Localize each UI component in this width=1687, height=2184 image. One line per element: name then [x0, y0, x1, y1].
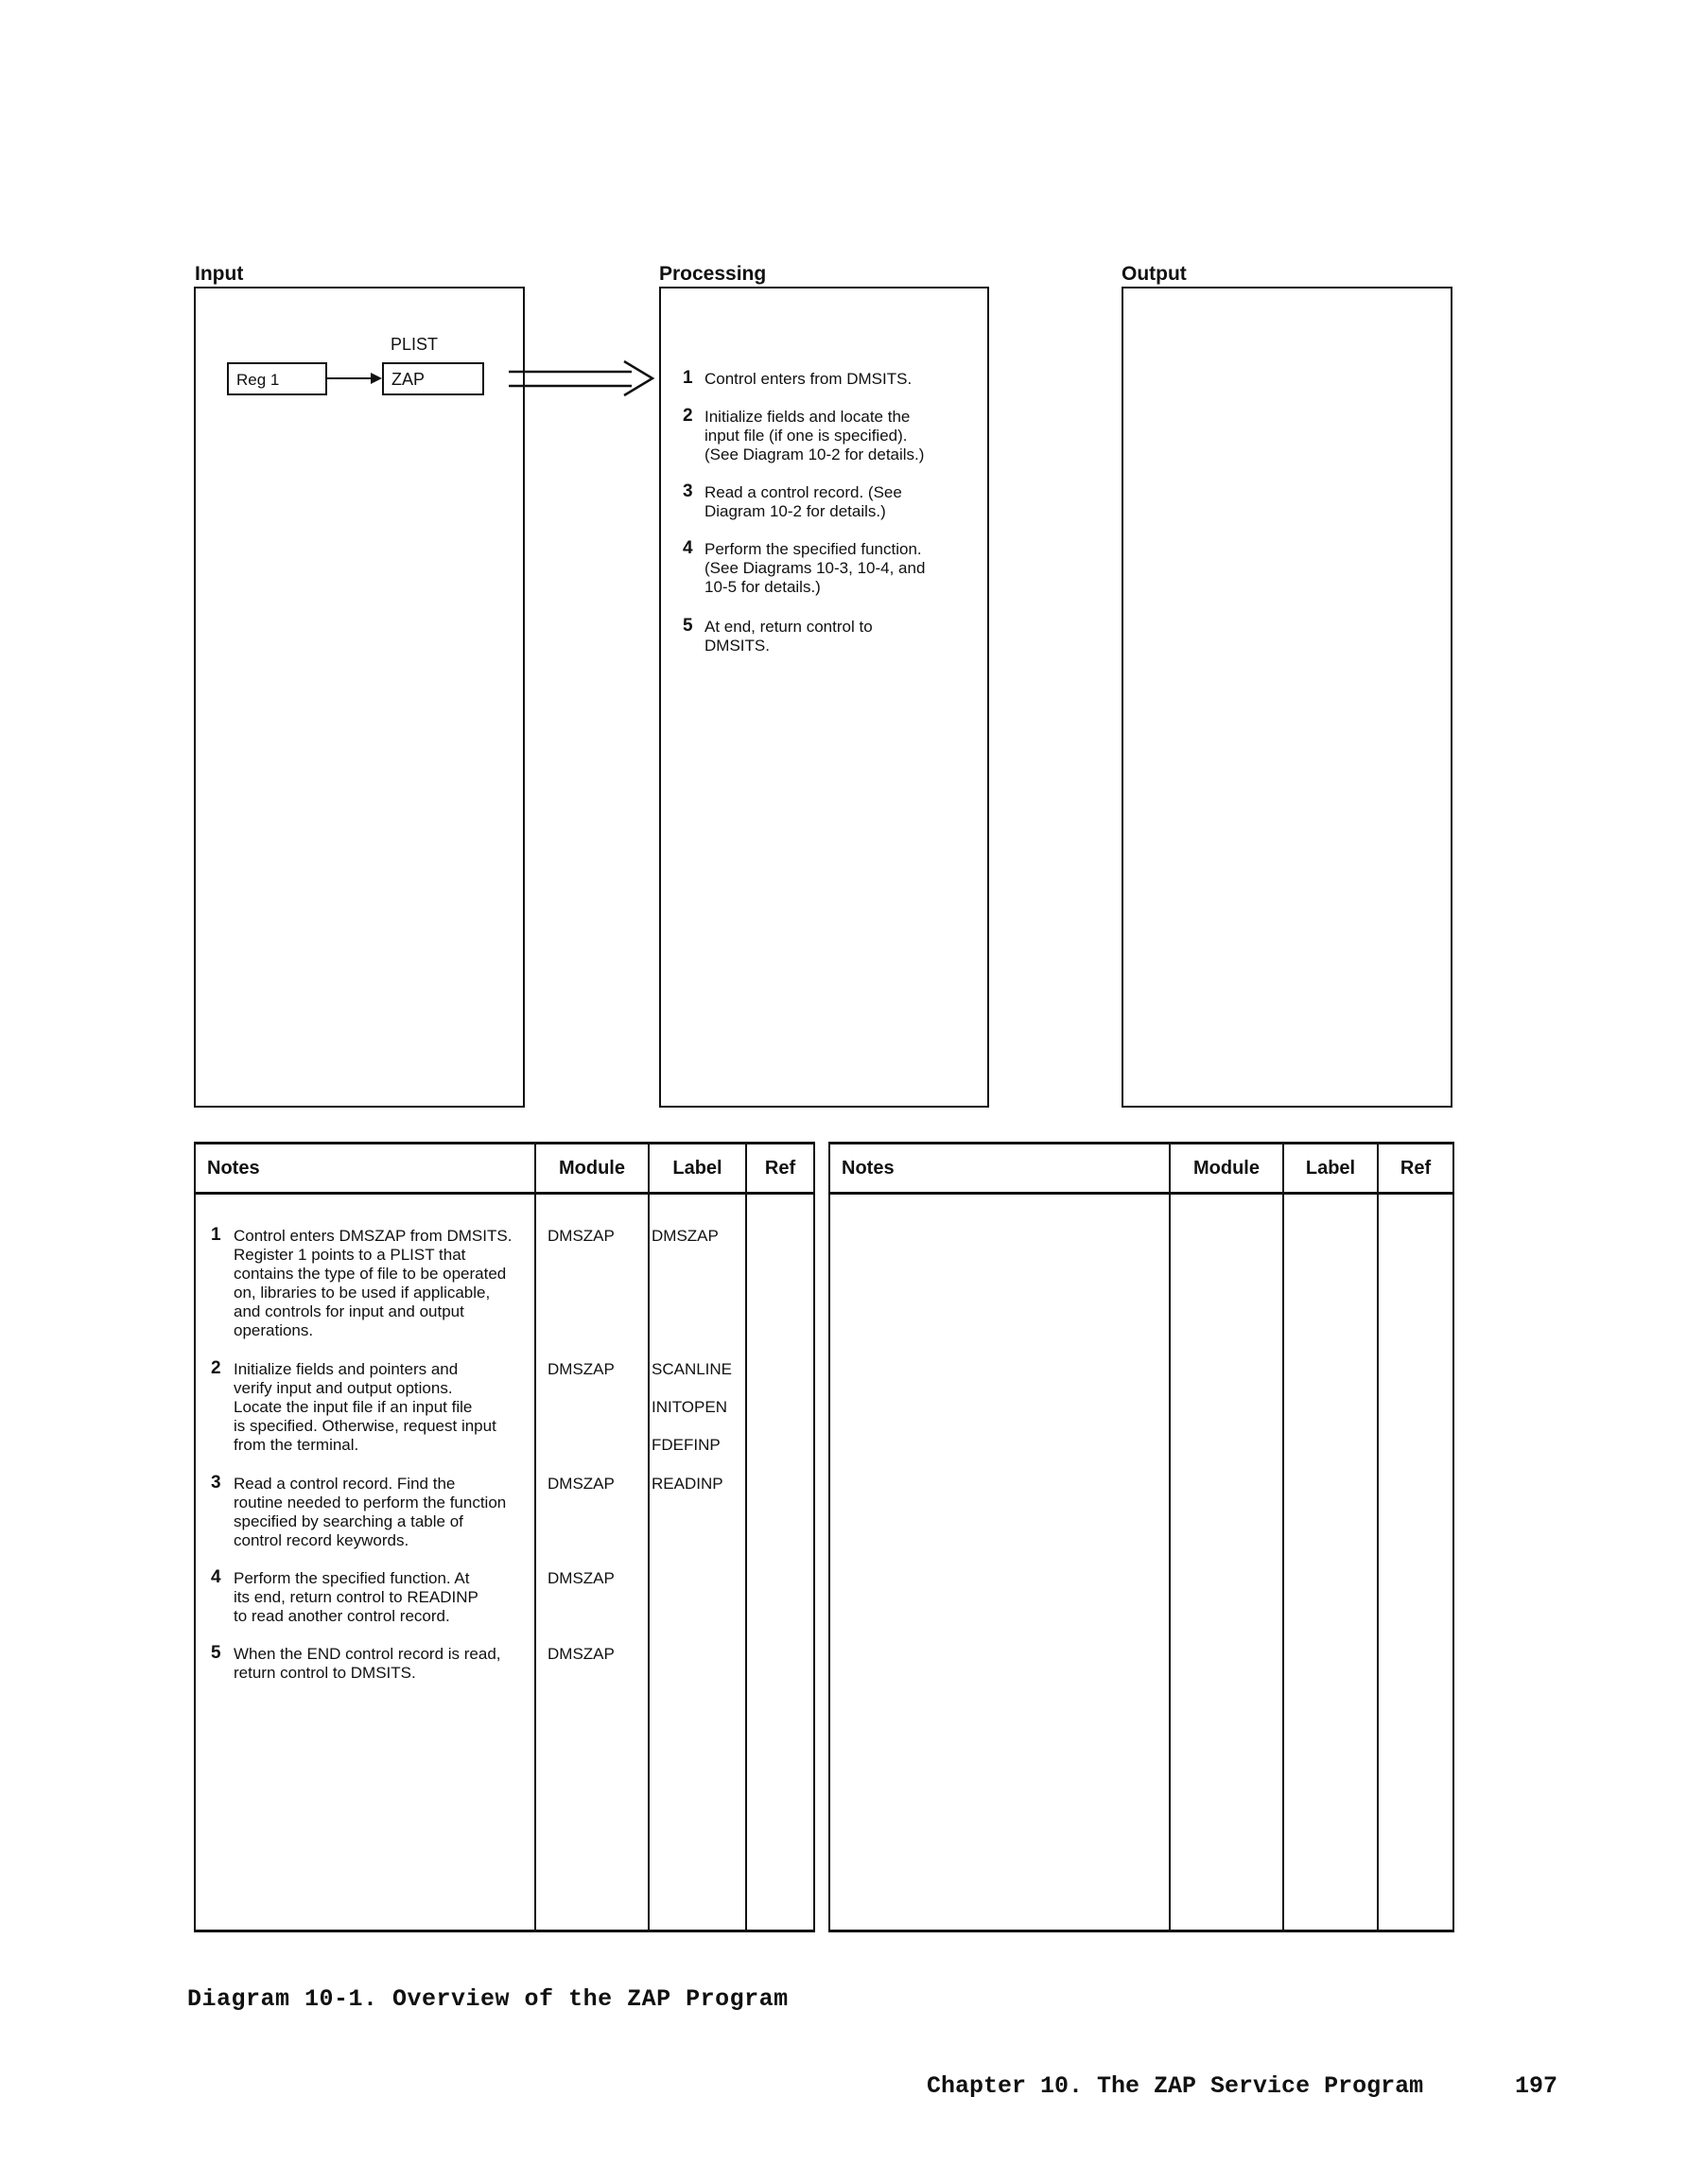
notes-column-body: [829, 1194, 1170, 1931]
note-number: 5: [211, 1643, 221, 1663]
module-column-header: Module: [535, 1144, 649, 1194]
notes-column-header: Notes: [829, 1144, 1170, 1194]
reg-to-plist-arrow: [327, 373, 382, 384]
output-header: Output: [1122, 263, 1187, 285]
page-number: 197: [1515, 2072, 1558, 2100]
note-label: DMSZAP: [652, 1227, 719, 1245]
note-number: 1: [211, 1225, 221, 1245]
output-panel: [1122, 287, 1452, 1108]
label-column-header: Label: [1283, 1144, 1378, 1194]
step-text: Control enters from DMSITS.: [704, 370, 913, 388]
note-number: 2: [211, 1358, 221, 1378]
module-column-header: Module: [1170, 1144, 1283, 1194]
note-text: Initialize fields and pointers and verify input and output options. Locate the input file if an input file is specified. Otherwise, request input from the terminal.: [234, 1360, 496, 1454]
plist-entry-label: ZAP: [391, 370, 426, 389]
step-number: 5: [683, 616, 693, 636]
note-number: 4: [211, 1567, 221, 1587]
module-column-body: [535, 1194, 649, 1931]
diagram-caption: Diagram 10-1. Overview of the ZAP Program: [187, 1985, 789, 2013]
step-number: 4: [683, 538, 693, 558]
ref-column-header: Ref: [746, 1144, 814, 1194]
step-text: Read a control record. (See Diagram 10-2 for details.): [704, 483, 902, 520]
module-column-body: [1170, 1194, 1283, 1931]
note-label: INITOPEN: [652, 1398, 727, 1416]
note-text: When the END control record is read, return control to DMSITS.: [234, 1645, 501, 1682]
note-text: Read a control record. Find the routine needed to perform the function specified by searching a table of control record keywords.: [234, 1475, 507, 1549]
note-number: 3: [211, 1473, 221, 1493]
note-text: Perform the specified function. At its end, return control to READINP to read another control record.: [234, 1569, 478, 1625]
label-column-body: [1283, 1194, 1378, 1931]
input-header: Input: [195, 263, 244, 285]
label-column-body: [649, 1194, 746, 1931]
note-label: SCANLINE: [652, 1360, 733, 1378]
note-label: FDEFINP: [652, 1436, 721, 1454]
note-text: Control enters DMSZAP from DMSITS. Register 1 points to a PLIST that contains the type of file to be operated on, libraries to be used if applicable, and controls for input and output operations.: [234, 1227, 513, 1339]
step-number: 1: [683, 368, 693, 388]
step-number: 3: [683, 481, 693, 501]
notes-column-header: Notes: [195, 1144, 535, 1194]
note-module: DMSZAP: [548, 1645, 615, 1663]
step-text: At end, return control to DMSITS.: [704, 618, 873, 655]
ref-column-body: [1378, 1194, 1453, 1931]
step-text: Initialize fields and locate the input file (if one is specified). (See Diagram 10-2 for details.): [704, 408, 925, 463]
notes-table-right: [828, 1142, 1454, 1932]
step-text: Perform the specified function. (See Diagrams 10-3, 10-4, and 10-5 for details.): [704, 540, 926, 596]
step-number: 2: [683, 406, 693, 426]
note-module: DMSZAP: [548, 1227, 615, 1245]
ref-column-body: [746, 1194, 814, 1931]
input-to-processing-arrow: [509, 361, 652, 395]
ref-column-header: Ref: [1378, 1144, 1453, 1194]
note-module: DMSZAP: [548, 1360, 615, 1378]
label-column-header: Label: [649, 1144, 746, 1194]
plist-label: PLIST: [391, 335, 439, 354]
note-module: DMSZAP: [548, 1475, 615, 1493]
note-label: READINP: [652, 1475, 723, 1493]
chapter-footer: Chapter 10. The ZAP Service Program: [927, 2072, 1424, 2100]
processing-header: Processing: [659, 263, 767, 285]
note-module: DMSZAP: [548, 1569, 615, 1587]
register-label: Reg 1: [236, 371, 280, 389]
